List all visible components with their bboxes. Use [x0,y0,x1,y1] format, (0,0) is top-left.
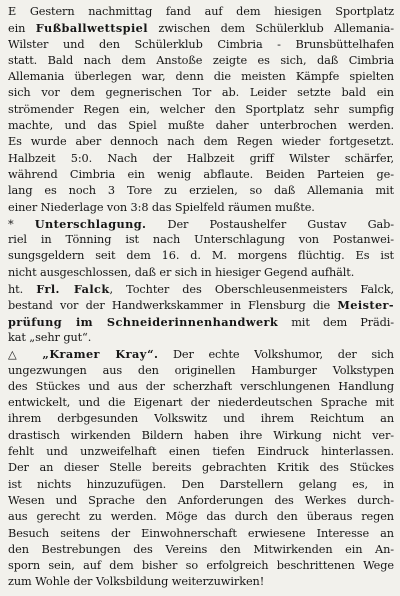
bold-headline-text: Meister- [337,298,394,313]
body-text: Der an dieser Stelle bereits gebrachten Kritik des Stückes [8,461,394,475]
body-text: zum Wohle der Volksbildung weiterzuwirken! [8,575,265,589]
body-text: ihrem derbgesunden Volkswitz und ihrem Reichtum an [8,412,394,426]
bold-headline-text: Frl. Falck [36,282,110,297]
text-line [8,216,394,232]
body-text: sungsgeldern seit dem 16. d. M. morgens flüchtig. Es ist [8,249,394,263]
text-line [8,20,394,36]
article-fussballwettspiel [8,4,394,216]
text-line [8,460,394,476]
text-line [8,542,394,558]
body-text: fehlt und unzweifelhaft einen tiefen Eindruck hinterlassen. [8,445,394,459]
text-line [8,346,394,362]
text-line [8,53,394,69]
text-line [8,134,394,150]
text-line [8,102,394,118]
text-line [8,248,394,264]
body-text: nicht ausgeschlossen, daß er sich in hiesiger Gegend aufhält. [8,265,355,279]
body-text: den Bestrebungen des Vereins den Mitwirkenden ein An- [8,542,394,556]
body-text: ungezwungen aus den originellen Hamburger Volkstypen [8,363,394,377]
body-text: machte, und das Spiel mußte daher unterbrochen werden. [8,119,394,133]
text-line [8,183,394,199]
text-line [8,363,394,379]
text-line [8,428,394,444]
article-unterschlagung [8,216,394,281]
article-kramer-kray [8,346,394,590]
text-line [8,281,394,297]
text-line [8,232,394,248]
body-text: , Tochter des Oberschleusenmeisters Falck, [109,283,394,297]
text-line [8,314,394,330]
text-line [8,395,394,411]
text-line [8,69,394,85]
body-text: sporn sein, auf dem bisher so erfolgreich beschrittenen Wege [8,559,394,573]
text-line [8,477,394,493]
body-text: Der Postaushelfer Gustav Gab- [146,217,394,231]
text-line [8,411,394,427]
text-line [8,265,394,281]
body-text: ht. [8,283,37,297]
body-text: Halbzeit 5:0. Nach der Halbzeit griff Wilster schärfer, [8,151,394,165]
text-line [8,118,394,134]
text-line [8,297,394,313]
body-text: E Gestern nachmittag fand auf dem hiesigen Sportplatz [8,5,394,18]
text-line [8,574,394,590]
text-line [8,4,394,20]
body-text: zwischen dem Schülerklub Allemania- [147,22,394,36]
body-text: Besuch seitens der Einwohnerschaft erwiesene Interesse an [8,526,394,540]
body-text: riel in Tönning ist nach Unterschlagung von Postanwei- [8,233,394,247]
body-text: ein [8,22,36,36]
text-line [8,151,394,167]
text-line [8,379,394,395]
body-text: Allemania überlegen war, denn die meisten Kämpfe spielten [8,70,394,84]
body-text: bestand vor der Handwerkskammer in Flensburg die [8,299,338,313]
body-text: einer Niederlage von 3:8 das Spielfeld räumen mußte. [8,200,315,214]
text-line [8,37,394,53]
body-text: strömender Regen ein, welcher den Sportplatz sehr sumpfig [8,102,394,116]
body-text: Es wurde aber dennoch nach dem Regen wieder fortgesetzt. [8,135,394,149]
body-text: des Stückes und aus der scherzhaft verschlungenen Handlung [8,379,394,393]
text-line [8,444,394,460]
bold-headline-text: prüfung im Schneiderinnenhandwerk [8,314,279,329]
bold-headline-text: Unterschlagung. [34,216,147,231]
body-text: * [8,217,35,231]
body-text: Wilster und den Schülerklub Cimbria - Brunsbüttelhafen [8,37,394,51]
body-text: drastisch wirkenden Bildern haben ihre Wirkung nicht ver- [8,428,394,442]
body-text: sich vor dem gegnerischen Tor ab. Leider setzte bald ein [8,86,394,100]
text-line [8,558,394,574]
text-line [8,509,394,525]
body-text: während Cimbria ein wenig abflaute. Beiden Parteien ge- [8,167,394,181]
body-text: statt. Bald nach dem Anstoße zeigte es sich, daß Cimbria [8,53,394,67]
bold-headline-text: „Kramer Kray“. [42,347,159,362]
text-line [8,85,394,101]
body-text: aus gerecht zu werden. Möge das durch den überaus regen [8,510,394,524]
body-text: kat „sehr gut“. [8,330,92,344]
text-line [8,526,394,542]
body-text: Wesen und Sprache den Anforderungen des Werkes durch- [8,493,394,507]
article-frl-falck [8,281,394,346]
body-text: Der echte Volkshumor, der sich [158,348,394,362]
body-text: entwickelt, und die Eigenart der niederdeutschen Sprache mit [8,396,394,410]
text-line [8,200,394,216]
body-text: ist nichts hinzuzufügen. Den Darstellern gelang es, in [8,477,394,491]
text-line [8,493,394,509]
bold-headline-text: Fußballwettspiel [35,21,148,36]
text-line [8,167,394,183]
body-text: mit dem Prädi- [278,315,394,329]
text-line [8,330,394,346]
body-text: △ [8,348,43,362]
body-text: lang es noch 3 Tore zu erzielen, so daß Allemania mit [8,184,394,198]
